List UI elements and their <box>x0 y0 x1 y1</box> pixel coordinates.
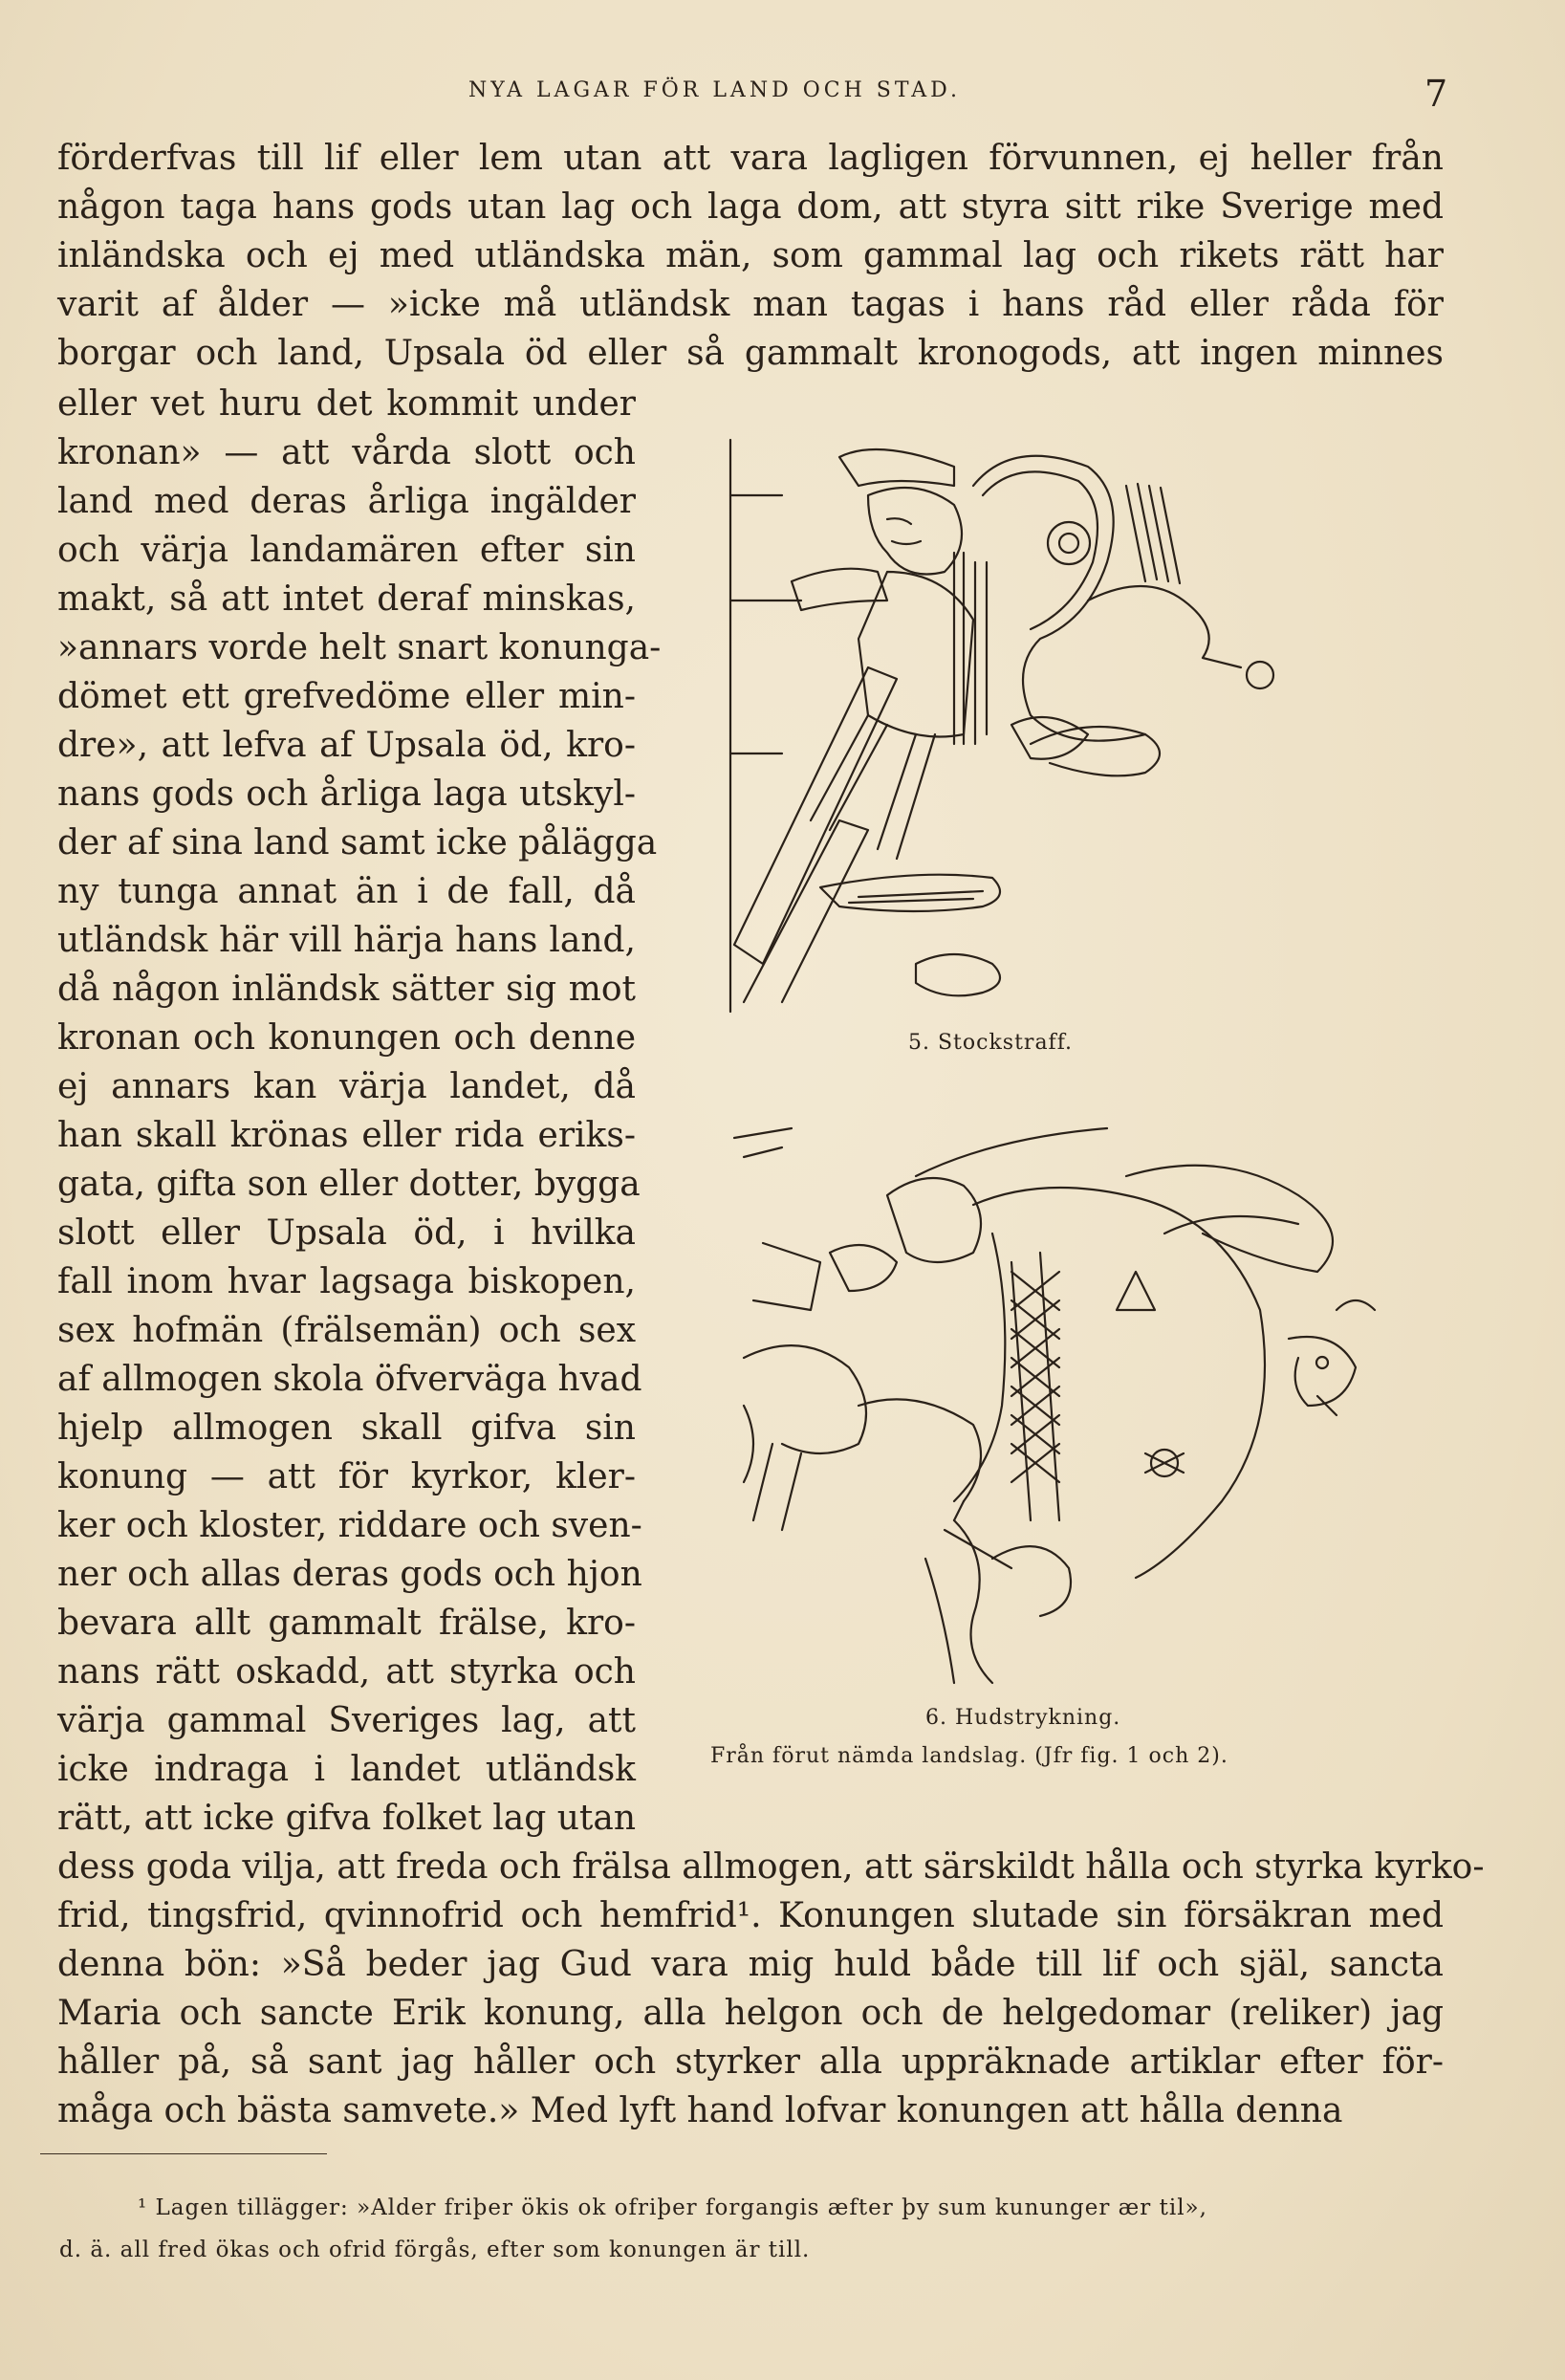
text-line: håller på, så sant jag håller och styrker alla uppräknade artiklar efter för- <box>57 2042 1444 2082</box>
footnote-line: ¹ Lagen tillägger: »Alder friþer ökis ok ofriþer forgangis æfter þy sum kununger ær til», <box>138 2195 1207 2220</box>
figure-5-caption: 5. Stockstraff. <box>908 1031 1074 1055</box>
text-line: måga och bästa samvete.» Med lyft hand lofvar konungen att hålla denna <box>57 2091 1343 2130</box>
column-text-line: eller vet huru det kommit under <box>57 384 636 424</box>
column-text-line: utländsk här vill härja hans land, <box>57 921 636 960</box>
text-line: dess goda vilja, att freda och frälsa allmogen, att särskildt hålla och styrka kyrko- <box>57 1847 1485 1887</box>
column-text-line: rätt, att icke gifva folket lag utan <box>57 1799 637 1838</box>
figure-6-caption: 6. Hudstrykning. <box>925 1706 1121 1730</box>
column-text-line: af allmogen skola öfverväga hvad <box>57 1360 642 1399</box>
column-text-line: ny tunga annat än i de fall, då <box>57 872 636 911</box>
running-head <box>0 73 1565 115</box>
column-text-line: kronan och konungen och denne <box>57 1018 636 1058</box>
column-text-line: der af sina land samt icke pålägga <box>57 823 658 862</box>
figure-6-source-note: Från förut nämda landslag. (Jfr fig. 1 och 2). <box>710 1744 1228 1768</box>
column-text-line: ej annars kan värja landet, då <box>57 1067 636 1106</box>
column-text-line: icke indraga i landet utländsk <box>57 1750 636 1789</box>
page-number: 7 <box>1424 73 1448 115</box>
column-text-line: värja gammal Sveriges lag, att <box>57 1701 636 1740</box>
column-text-line: dre», att lefva af Upsala öd, kro- <box>57 726 636 765</box>
column-text-line: sex hofmän (frälsemän) och sex <box>57 1311 636 1350</box>
figure-flogging-illustration <box>725 1119 1432 1692</box>
column-text-line: bevara allt gammalt frälse, kro- <box>57 1604 636 1643</box>
column-text-line: ner och allas deras gods och hjon <box>57 1555 642 1594</box>
column-text-line: makt, så att intet deraf minskas, <box>57 579 636 619</box>
figure-stocks-illustration <box>725 428 1413 1021</box>
column-text-line: han skall krönas eller rida eriks- <box>57 1116 636 1155</box>
text-line: varit af ålder — »icke må utländsk man tagas i hans råd eller råda för <box>57 285 1444 324</box>
column-text-line: och värja landamären efter sin <box>57 531 636 570</box>
column-text-line: hjelp allmogen skall gifva sin <box>57 1408 636 1448</box>
text-line: frid, tingsfrid, qvinnofrid och hemfrid¹. Konungen slutade sin försäkran med <box>57 1896 1444 1935</box>
text-line: borgar och land, Upsala öd eller så gammalt kronogods, att ingen minnes <box>57 334 1444 373</box>
column-text-line: land med deras årliga ingälder <box>57 482 636 521</box>
text-line: någon taga hans gods utan lag och laga dom, att styra sitt rike Sverige med <box>57 187 1444 227</box>
column-text-line: konung — att för kyrkor, kler- <box>57 1457 636 1496</box>
text-line: Maria och sancte Erik konung, alla helgon och de helgedomar (reliker) jag <box>57 1994 1444 2033</box>
text-line: denna bön: »Så beder jag Gud vara mig huld både till lif och själ, sancta <box>57 1945 1444 1984</box>
column-text-line: då någon inländsk sätter sig mot <box>57 970 636 1009</box>
footnote-line: d. ä. all fred ökas och ofrid förgås, efter som konungen är till. <box>59 2238 811 2262</box>
column-text-line: fall inom hvar lagsaga biskopen, <box>57 1262 636 1301</box>
column-text-line: slott eller Upsala öd, i hvilka <box>57 1213 636 1253</box>
column-text-line: dömet ett grefvedöme eller min- <box>57 677 636 716</box>
footnote-rule <box>40 2153 327 2154</box>
text-line: inländska och ej med utländska män, som gammal lag och rikets rätt har <box>57 236 1444 275</box>
running-head-title: NYA LAGAR FÖR LAND OCH STAD. <box>468 78 962 102</box>
column-text-line: kronan» — att vårda slott och <box>57 433 636 472</box>
column-text-line: »annars vorde helt snart konunga- <box>57 628 662 667</box>
column-text-line: nans gods och årliga laga utskyl- <box>57 775 636 814</box>
column-text-line: ker och kloster, riddare och sven- <box>57 1506 642 1545</box>
column-text-line: nans rätt oskadd, att styrka och <box>57 1652 636 1692</box>
column-text-line: gata, gifta son eller dotter, bygga <box>57 1165 641 1204</box>
text-line: förderfvas till lif eller lem utan att vara lagligen förvunnen, ej heller från <box>57 139 1444 178</box>
